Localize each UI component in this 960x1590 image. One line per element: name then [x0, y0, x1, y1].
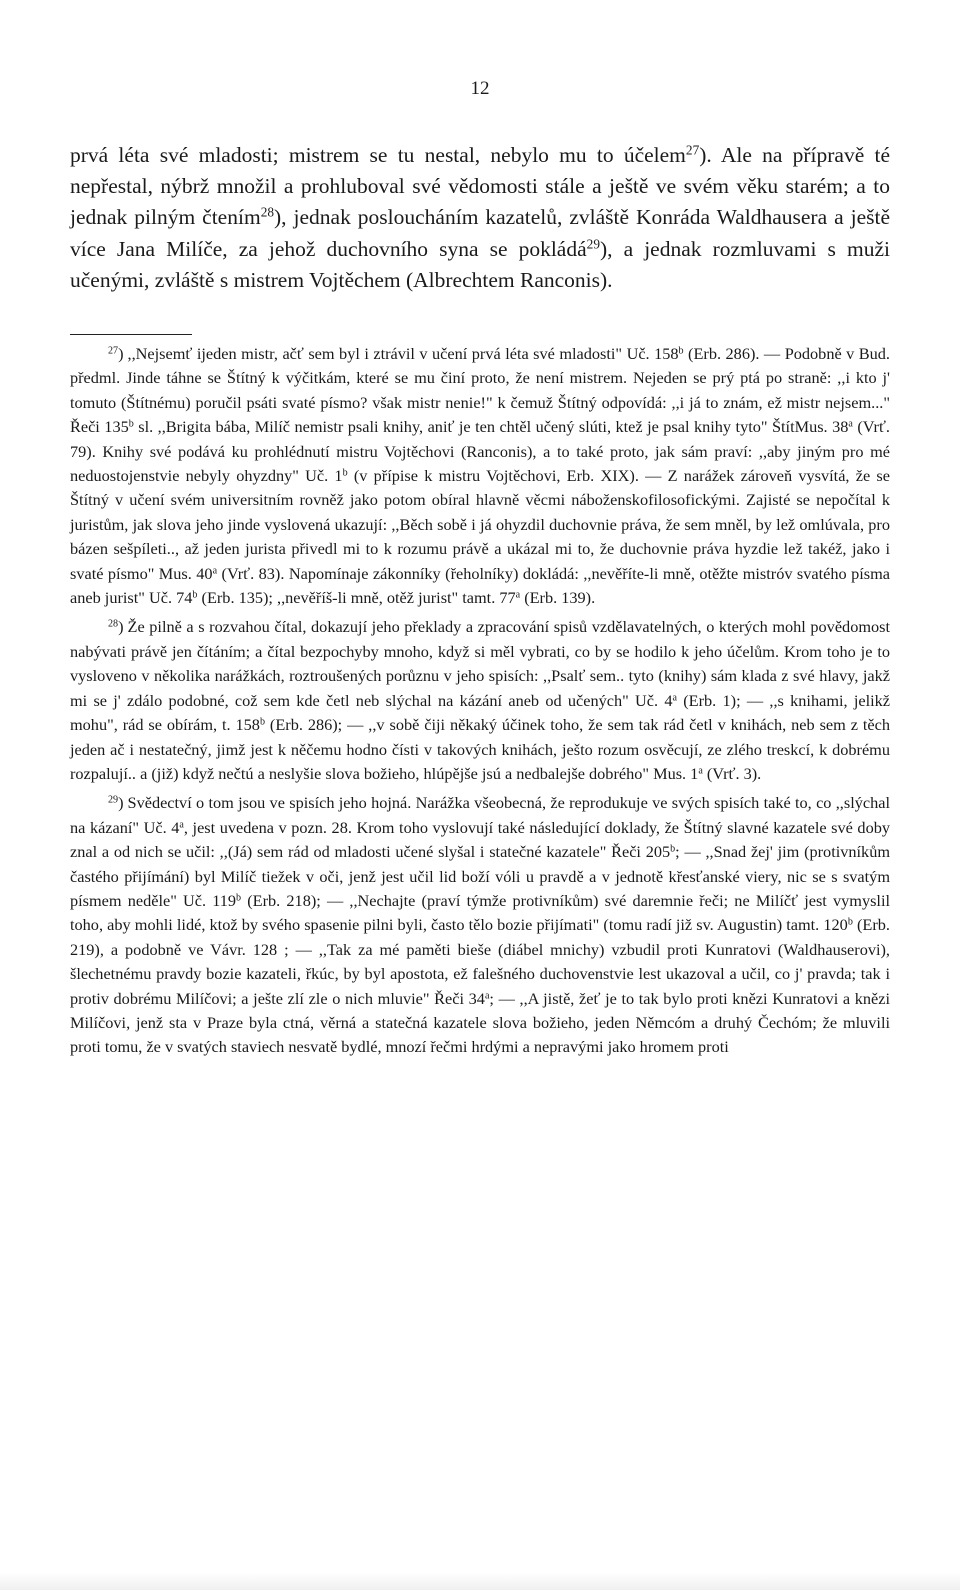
- superscript: b: [128, 418, 134, 430]
- footnote-text: , jest uvedena v pozn. 28. Krom toho vyslovují také následující doklady, že Štítný slavné kazatele své doby znal a od nich se učil: ,,(Já) sem rád od mladosti učené slyšal i statečné kazatele" Řeči 205: [70, 817, 890, 862]
- footnote-text: (Vrť. 3).: [702, 763, 762, 783]
- footnote-27: [70, 342, 890, 610]
- footnotes-section: [70, 342, 890, 1065]
- main-paragraph: [70, 140, 890, 296]
- superscript: a: [179, 819, 184, 831]
- superscript: a: [484, 990, 490, 1002]
- footnote-text: (Erb. 286). — Podobně v Bud. předml. Jinde táhne se Štítný k výčitkám, které se mu činí proto, že není mistrem. Nejeden se prý ptá po straně: ,,i kto j' tomuto (Štítnému) poručil psáti svaté písmo? však mistr nenie!" k čemuž Štítný odpovídá: ,,i já to znám, ež mistr nejsem..." Řeči 135: [70, 344, 890, 437]
- footnote-text: (Erb. 286); — ,,v sobě čiji někaký účinek toho, že sem tak rád četl v knihách, neb sem z těch jeden ač i nestatečný, jimž jest k něčemu hodno čísti v takových knihách, ješto rozum osvěcují, ze zlého treskcí, k dobrému rozpalují.. a (již) když nečtú a neslyšie slova božieho, hlúpějše jsú a nedbalejše dobrého" Mus. 1: [70, 715, 890, 783]
- text-segment: ). Ale na přípravě té nepřestal, nýbrž množil a prohluboval své vědomosti stále a ještě ve svém věku starém; a to jednak pilným čtením: [70, 143, 890, 230]
- footnote-29: [70, 791, 890, 1059]
- footnote-text: (Erb. 218); — ,,Nechajte (praví týmže protivníkům) své daremnie řeči; ne Milíčť jest vymyslil toho, aby mohli lidé, ktož by svého spasenie pilni byli, často tělo bozie přijímati" (tomu radí již sv. Augustin) tamt. 120: [70, 890, 890, 935]
- footnote-text: (Erb. 135); ,,nevěříš-li mně, otěž jurist" tamt. 77: [197, 588, 516, 608]
- text-segment: prvá léta své mladosti; mistrem se tu nestal, nebylo mu to účelem: [70, 143, 686, 167]
- page-number: 12: [470, 78, 490, 99]
- superscript: a: [212, 565, 218, 577]
- superscript: b: [192, 589, 198, 601]
- footnote-text: sl. ,,Brigita bába, Milíč nemistr psali knihy, aniť je ten chtěl učený slúti, ktež je psal knihy tyto" ŠtítMus. 38: [133, 417, 849, 437]
- text-segment: ), a jednak rozmluvami s muži učenými, zvláště s mistrem Vojtěchem (Albrechtem Ranconis).: [70, 236, 890, 292]
- footnote-text: Svědectví o tom jsou ve spisích jeho hojná. Narážka všeobecná, že reprodukuje ve svých spisích také to, co ,,slýchal na kázaní" Uč. 4: [70, 793, 890, 837]
- footnote-text: (Vrť. 83). Napomínaje zákonníky (řeholníky) dokládá: ,,nevěříte-li mně, otěžte mistróv svatého písma aneb jurist" Uč. 74: [70, 563, 891, 608]
- footnote-number: 29: [108, 794, 119, 806]
- footnote-text: (Erb. 139).: [520, 588, 596, 608]
- main-body-text: [70, 140, 890, 296]
- superscript: b: [236, 892, 242, 904]
- footnote-separator-rule: [70, 334, 192, 335]
- footnote-text: (Erb. 219), a podobně ve Vávr. 128 ; — ,,Tak za mé paměti bieše (diábel mnichy) vzbudil proti Kunratovi (Waldhauserovi), šlechetnému pravdy bozie kazateli, řkúc, by byl apostota, ež falešného duchovenstvie lest ukazoval a učil, co j' pravda; tak i protiv dobrému Milíčovi; a ješte zlí zle o nich mluvie" Řeči 34: [70, 915, 890, 1008]
- footnote-text: ; — ,,Snad žej' jim (protivníkům častého přijímání) byl Milíč tiežek v oči, jenž jest učil lid boží vóli u pravdě a v jednotě křesťanské viery, nic se s svatým písmem neděle" Uč. 119: [70, 842, 890, 910]
- footnote-reference: 29: [586, 236, 600, 252]
- footnote-marker: $^{28}$): [108, 617, 124, 637]
- footnote-number: 27: [108, 345, 119, 357]
- footnote-number: 28: [108, 618, 119, 630]
- page-bottom-edge: [0, 1572, 960, 1590]
- footnote-text: (v přípise k mistru Vojtěchovi, Erb. XIX). — Z narážek zároveň vysvítá, že se Štítný v učení svém universitním rovněž jako potom obíral hlavně věcmi náboženskofilosofickými. Zajisté se nepočítal k juristům, jak slova jeho jinde vyslovená ukazují: ,,Běch sobě i já ohyzdil duchovnie práva, že sem mněl, by lež omlúvala, pro bázen sešpíleti.., až jeden jurista přivedl mi to k rozumu právě a ukázal mi to, že duchovnie práva hyzdie lež takéž, jako i svaté písmo" Mus. 40: [70, 466, 890, 583]
- superscript: a: [515, 589, 521, 601]
- superscript: a: [672, 692, 677, 704]
- superscript: b: [259, 716, 265, 728]
- footnote-reference: 27: [685, 142, 700, 158]
- superscript: a: [848, 418, 853, 430]
- superscript: b: [678, 345, 684, 357]
- footnote-text: (Vrť. 79). Knihy své podává ku prohlédnutí mistru Vojtěchovi (Ranconis), a to také proto, jak sám praví: ,,aby jiným pro mé neduostojenstvie nebyly ohyzdny" Uč. 1: [70, 417, 890, 486]
- footnote-text: (Erb. 1); — ,,s knihami, jelikž mohu", rád se obírám, t. 158: [70, 690, 891, 735]
- superscript: b: [847, 916, 853, 928]
- text-segment: ), jednak posloucháním kazatelů, zvláště Konráda Waldhausera a ještě více Jana Milíče, za jehož duchovního syna se pokládá: [70, 205, 890, 261]
- superscript: b: [670, 843, 676, 855]
- superscript: b: [342, 467, 348, 479]
- footnote-text: Že pilně a s rozvahou čítal, dokazují jeho překlady a zpracování spisů vzdělavatelných, o kterých mohl povědomost nabývati právě jen čítáním; a čítal bezpochyby mnoho, když si měl vybrati, co by se hodilo k jeho účelům. Krom toho je to vysloveno v několika narážkách, roztroušených porůznu v jeho spisích: ,,Psalť sem.. tyto (knihy) sám klada z své hlavy, jakž mi se j' zdálo podobné, což sem kde četl neb slýchal na kázání aneb od učených" Uč. 4: [70, 617, 890, 710]
- footnote-text: ; — ,,A jistě, žeť je to tak bylo proti knězi Kunratovi a knězi Milíčovi, jenž sta v Praze byla ctná, věrná a statečná kazatele slova božieho, jeden Němcóm a druhý Čechóm; že mluvili proti tomu, že v svatých staviech nesvatě bydlé, mnozí řečmi hrdými a nepravými jako hromem proti: [70, 988, 890, 1057]
- footnote-28: [70, 615, 890, 786]
- footnote-marker: $^{29}$): [108, 793, 124, 813]
- superscript: a: [698, 765, 703, 777]
- footnote-marker: $^{27}$): [108, 344, 124, 363]
- footnote-reference: 28: [260, 205, 275, 221]
- footnote-text: ,,Nejsemť ijeden mistr, ačť sem byl i ztrávil v učení prvá léta své mladosti" Uč. 158: [127, 344, 679, 363]
